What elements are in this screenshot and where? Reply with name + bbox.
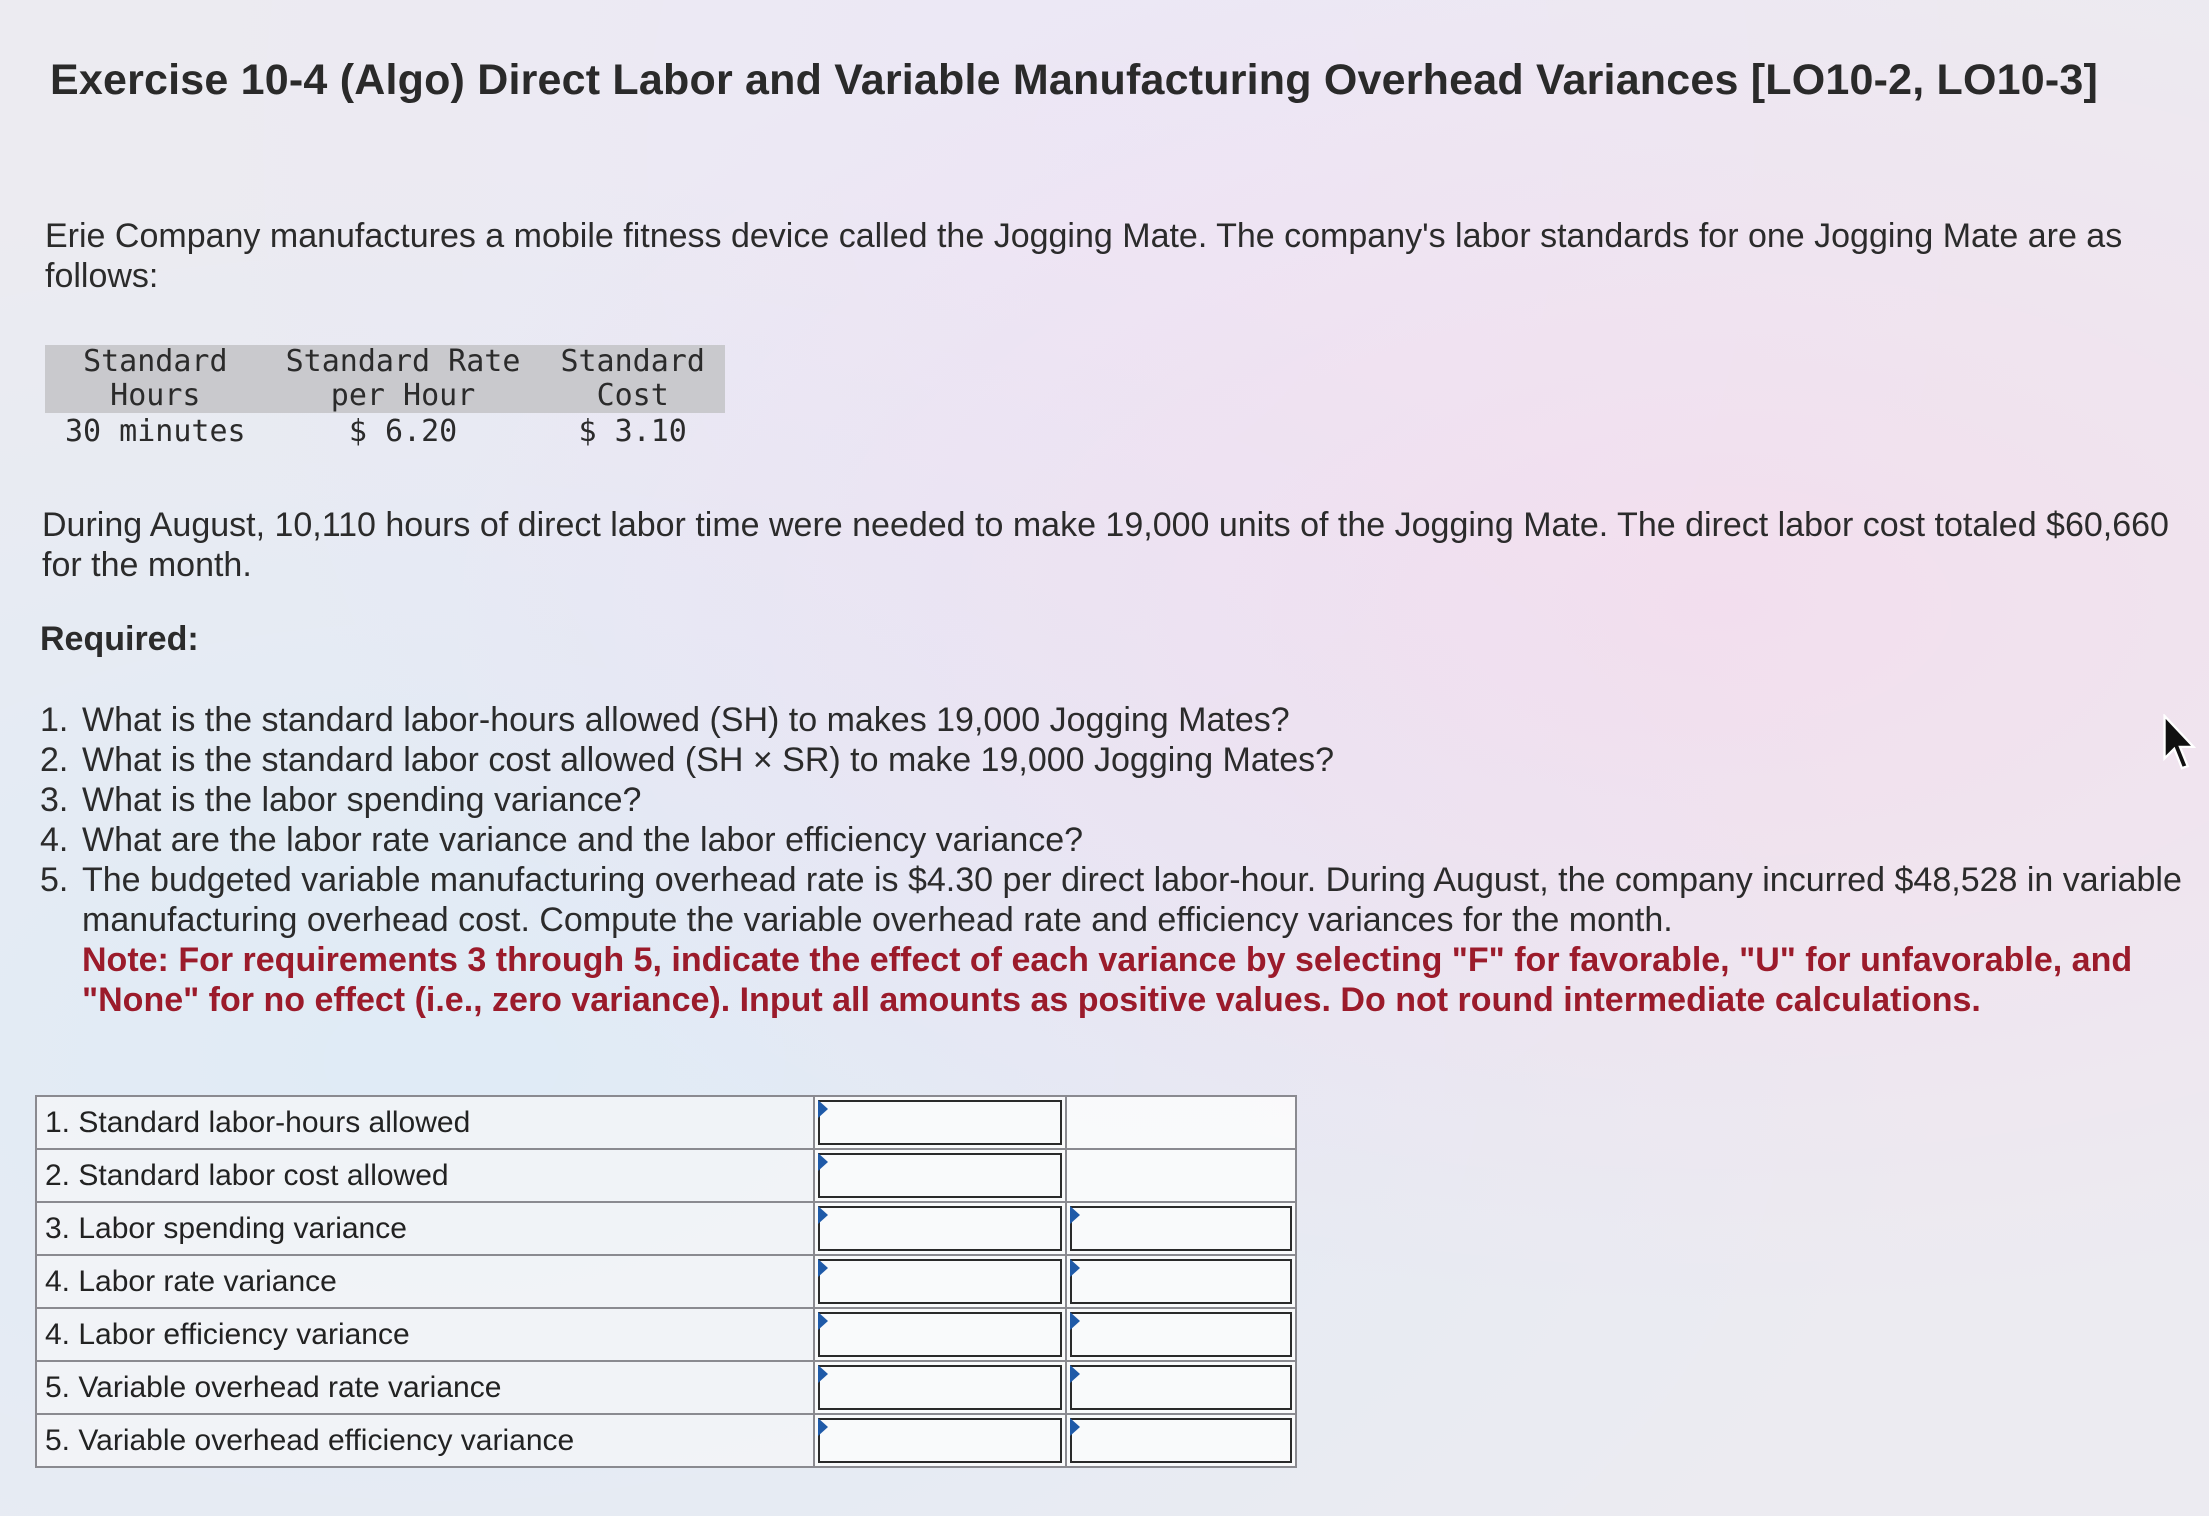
required-label: Required: [40, 620, 199, 658]
header-line: Standard [83, 344, 228, 379]
answer-row-label: 5. Variable overhead rate variance [36, 1361, 814, 1414]
august-info-text: During August, 10,110 hours of direct labor time were needed to make 19,000 units of the Jogging Mate. The direct labor cost totaled $60,660 for the month. [42, 506, 2169, 584]
standards-header-rate [266, 345, 541, 413]
standards-cost-value: $ 3.10 [578, 414, 687, 449]
answer-row-rate-variance [36, 1255, 1296, 1308]
amount-input-box[interactable] [818, 1418, 1062, 1463]
efficiency-variance-input[interactable] [820, 1314, 1060, 1355]
requirement-number: 5. [40, 861, 69, 899]
standards-hours-value: 30 minutes [65, 414, 246, 449]
standards-rate-value: $ 6.20 [348, 414, 458, 449]
answer-row-label: 4. Labor efficiency variance [36, 1308, 814, 1361]
standards-table [45, 345, 725, 451]
answer-row-label: 4. Labor rate variance [36, 1255, 814, 1308]
header-line: Standard [560, 344, 705, 379]
amount-cell [814, 1096, 1066, 1149]
answer-row-efficiency-variance [36, 1308, 1296, 1361]
effect-cell [1066, 1414, 1296, 1467]
answer-row-label: 2. Standard labor cost allowed [36, 1149, 814, 1202]
answer-row-voh-rate-variance [36, 1361, 1296, 1414]
effect-select-box[interactable] [1070, 1418, 1292, 1463]
effect-cell-empty [1066, 1149, 1296, 1202]
amount-input-box[interactable] [818, 1153, 1062, 1198]
amount-cell [814, 1361, 1066, 1414]
requirement-item [40, 780, 2190, 820]
requirement-item [40, 860, 2190, 1020]
effect-cell [1066, 1202, 1296, 1255]
amount-input-box[interactable] [818, 1259, 1062, 1304]
standards-row [45, 413, 725, 451]
requirement-text: What are the labor rate variance and the labor efficiency variance? [82, 821, 1084, 859]
requirement-number: 1. [40, 701, 69, 739]
answer-row-label: 1. Standard labor-hours allowed [36, 1096, 814, 1149]
cursor-icon [2160, 714, 2200, 772]
effect-cell [1066, 1361, 1296, 1414]
requirement-item [40, 700, 2190, 740]
intro-text: Erie Company manufactures a mobile fitness device called the Jogging Mate. The company's labor standards for one Jogging Mate are as follows: [45, 217, 2123, 295]
requirement-text: What is the standard labor-hours allowed (SH) to makes 19,000 Jogging Mates? [82, 701, 1290, 739]
effect-cell-empty [1066, 1096, 1296, 1149]
answer-table [35, 1095, 1297, 1468]
rate-variance-effect[interactable] [1072, 1261, 1290, 1302]
requirements-list [40, 700, 2190, 1020]
amount-input-box[interactable] [818, 1365, 1062, 1410]
requirement-text: The budgeted variable manufacturing overhead rate is $4.30 per direct labor-hour. During August, the company incurred $48,528 in variable manufacturing overhead cost. Compute the variable overhead rate and efficiency variances for the month. [82, 861, 2182, 939]
header-line: Standard Rate [285, 344, 521, 379]
header-line: Hours [110, 378, 201, 413]
requirement-number: 2. [40, 741, 69, 779]
flag-icon [818, 1153, 828, 1171]
amount-cell [814, 1255, 1066, 1308]
page-title: Exercise 10-4 (Algo) Direct Labor and Variable Manufacturing Overhead Variances [LO10-2, LO10-3] [50, 56, 2099, 104]
effect-cell [1066, 1255, 1296, 1308]
voh-efficiency-variance-input[interactable] [820, 1420, 1060, 1461]
amount-cell [814, 1308, 1066, 1361]
efficiency-variance-effect[interactable] [1072, 1314, 1290, 1355]
amount-cell [814, 1202, 1066, 1255]
header-line: per Hour [330, 378, 476, 413]
requirement-number: 3. [40, 781, 69, 819]
flag-icon [1070, 1206, 1080, 1224]
standards-header-hours [45, 345, 266, 413]
requirement-number: 4. [40, 821, 69, 859]
answer-row-label: 3. Labor spending variance [36, 1202, 814, 1255]
flag-icon [818, 1206, 828, 1224]
standard-cost-input[interactable] [820, 1155, 1060, 1196]
standard-hours-input[interactable] [820, 1102, 1060, 1143]
requirement-item [40, 740, 2190, 780]
voh-efficiency-variance-effect[interactable] [1072, 1420, 1290, 1461]
effect-select-box[interactable] [1070, 1365, 1292, 1410]
rate-variance-input[interactable] [820, 1261, 1060, 1302]
answer-row-label: 5. Variable overhead efficiency variance [36, 1414, 814, 1467]
voh-rate-variance-input[interactable] [820, 1367, 1060, 1408]
flag-icon [818, 1100, 828, 1118]
answer-row-voh-efficiency-variance [36, 1414, 1296, 1467]
instructions-note: Note: For requirements 3 through 5, indicate the effect of each variance by selecting "F" for favorable, "U" for unfavorable, and "None" for no effect (i.e., zero variance). Input all amounts as positive values. Do not round intermediate calculations. [82, 941, 2133, 1019]
flag-icon [1070, 1312, 1080, 1330]
amount-cell [814, 1414, 1066, 1467]
amount-cell [814, 1149, 1066, 1202]
flag-icon [818, 1418, 828, 1436]
flag-icon [1070, 1418, 1080, 1436]
spending-variance-input[interactable] [820, 1208, 1060, 1249]
flag-icon [1070, 1365, 1080, 1383]
standards-header-cost [540, 345, 725, 413]
amount-input-box[interactable] [818, 1100, 1062, 1145]
effect-select-box[interactable] [1070, 1312, 1292, 1357]
flag-icon [818, 1259, 828, 1277]
requirement-text: What is the labor spending variance? [82, 781, 642, 819]
requirement-text: What is the standard labor cost allowed (SH × SR) to make 19,000 Jogging Mates? [82, 741, 1335, 779]
answer-row-spending-variance [36, 1202, 1296, 1255]
requirement-item [40, 820, 2190, 860]
effect-select-box[interactable] [1070, 1206, 1292, 1251]
flag-icon [1070, 1259, 1080, 1277]
answer-row-standard-hours [36, 1096, 1296, 1149]
answer-row-standard-cost [36, 1149, 1296, 1202]
spending-variance-effect[interactable] [1072, 1208, 1290, 1249]
amount-input-box[interactable] [818, 1206, 1062, 1251]
effect-cell [1066, 1308, 1296, 1361]
effect-select-box[interactable] [1070, 1259, 1292, 1304]
flag-icon [818, 1365, 828, 1383]
voh-rate-variance-effect[interactable] [1072, 1367, 1290, 1408]
header-line: Cost [596, 378, 669, 413]
flag-icon [818, 1312, 828, 1330]
amount-input-box[interactable] [818, 1312, 1062, 1357]
